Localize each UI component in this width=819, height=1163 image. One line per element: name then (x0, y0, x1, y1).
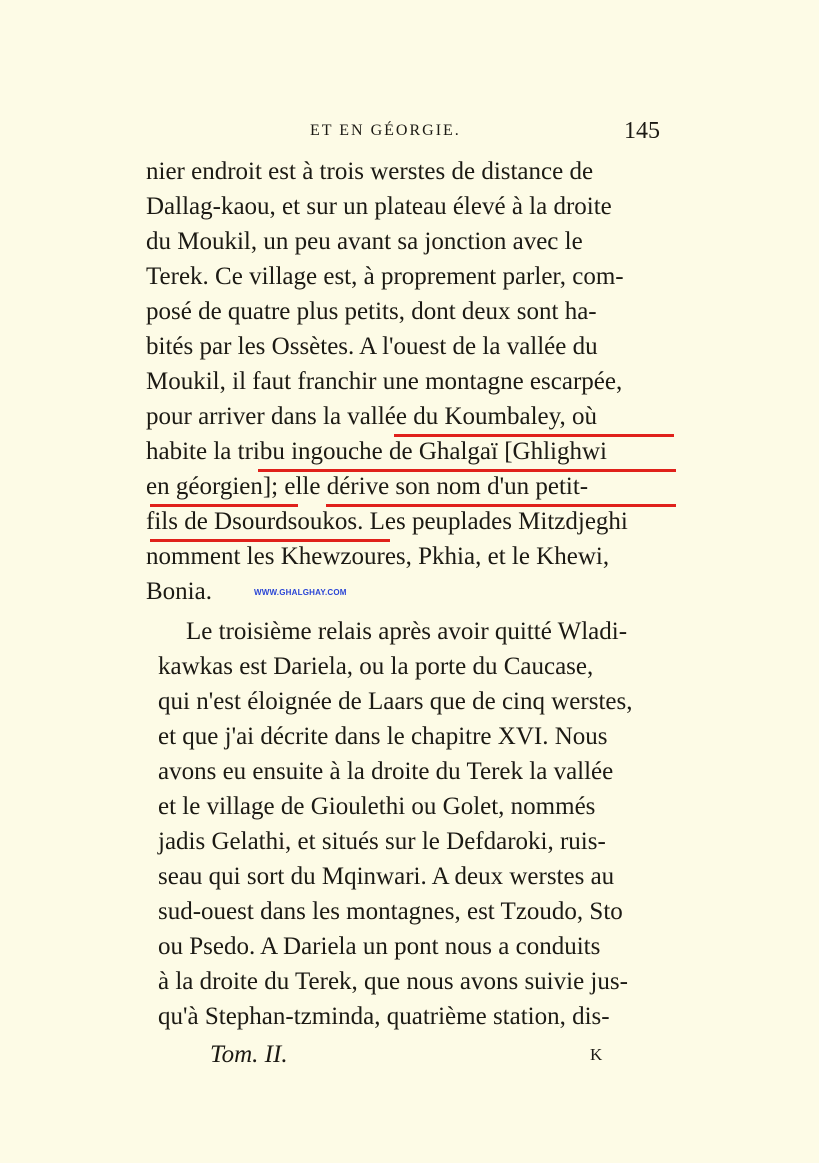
text-line: jadis Gelathi, et situés sur le Defdaroki, ruis- (158, 828, 606, 855)
text-line: fils de Dsourdsoukos. Les peuplades Mitzdjeghi (146, 508, 628, 535)
page-footer (0, 1041, 819, 1071)
page-header (0, 118, 819, 148)
text-line: ou Psedo. A Dariela un pont nous a conduits (158, 933, 601, 960)
signature-mark: K (590, 1045, 603, 1064)
volume-label: Tom. II. (210, 1041, 288, 1068)
page-number: 145 (624, 118, 660, 144)
text-line: Dallag-kaou, et sur un plateau élevé à la droite (146, 193, 612, 220)
text-line: sud-ouest dans les montagnes, est Tzoudo, Sto (158, 898, 623, 925)
text-line: nomment les Khewzoures, Pkhia, et le Khewi, (146, 543, 610, 570)
highlight-underline (258, 469, 676, 472)
text-line: et le village de Gioulethi ou Golet, nommés (158, 793, 596, 820)
text-line: seau qui sort du Mqinwari. A deux werstes au (158, 863, 615, 890)
highlight-underline (150, 504, 298, 507)
text-line: en géorgien]; elle dérive son nom d'un petit- (146, 473, 589, 500)
text-line: bités par les Ossètes. A l'ouest de la vallée du (146, 333, 598, 360)
text-line: Bonia. (146, 578, 212, 605)
text-line: habite la tribu ingouche de Ghalgaï [Ghlighwi (146, 438, 607, 465)
text-line: posé de quatre plus petits, dont deux sont ha- (146, 298, 597, 325)
highlight-underline (326, 504, 676, 507)
text-line: Le troisième relais après avoir quitté Wladi- (186, 618, 628, 645)
text-line: avons eu ensuite à la droite du Terek la vallée (158, 758, 614, 785)
text-line: pour arriver dans la vallée du Koumbaley, où (146, 403, 598, 430)
highlight-underline (150, 539, 390, 542)
highlight-underline (394, 434, 674, 437)
text-line: nier endroit est à trois werstes de distance de (146, 158, 594, 185)
text-line: à la droite du Terek, que nous avons suivie jus- (158, 968, 628, 995)
running-title: ET EN GÉORGIE. (310, 122, 461, 139)
text-line: qui n'est éloignée de Laars que de cinq werstes, (158, 688, 633, 715)
text-line: kawkas est Dariela, ou la porte du Caucase, (158, 653, 594, 680)
text-line: Terek. Ce village est, à proprement parler, com- (146, 263, 624, 290)
text-line: du Moukil, un peu avant sa jonction avec le (146, 228, 583, 255)
text-line: qu'à Stephan-tzminda, quatrième station, dis- (158, 1003, 610, 1030)
text-line: et que j'ai décrite dans le chapitre XVI. Nous (158, 723, 608, 750)
text-line: Moukil, il faut franchir une montagne escarpée, (146, 368, 623, 395)
watermark: WWW.GHALGHAY.COM (254, 588, 347, 597)
